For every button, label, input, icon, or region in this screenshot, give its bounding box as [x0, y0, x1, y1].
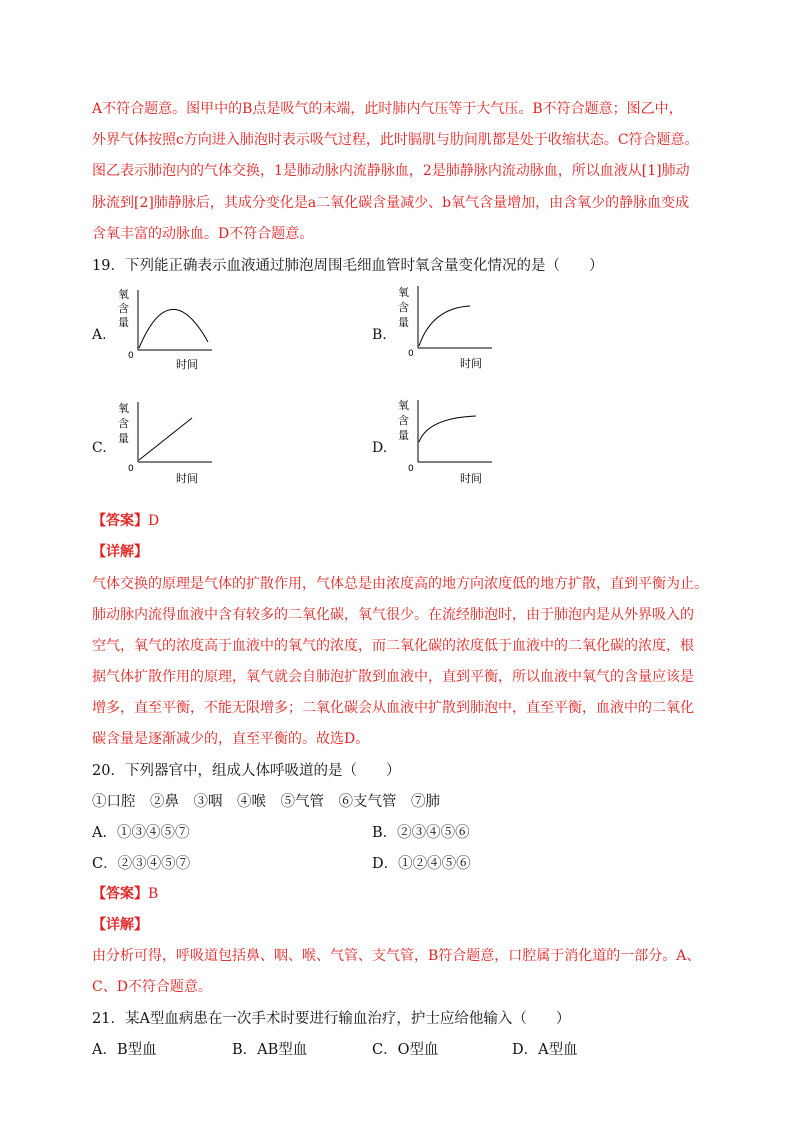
answer-tag: 【答案】	[92, 886, 148, 902]
prev-explanation-line: 外界气体按照c方向进入肺泡时表示吸气过程，此时膈肌与肋间肌都是处于收缩状态。C符合题意。	[92, 132, 699, 148]
explanation-line: 碳含量是逐渐减少的，直至平衡的。故选D。	[92, 731, 370, 747]
x-axis-label: 时间	[176, 472, 198, 485]
prev-explanation-line: 图乙表示肺泡内的气体交换，1是肺动脉内流静脉血，2是肺静脉内流动脉血，所以血液从[1]肺动	[92, 163, 690, 179]
option-a: A．①③④⑤⑦	[92, 825, 190, 841]
option-a-label: A.	[92, 327, 107, 343]
x-axis-label: 时间	[460, 357, 482, 370]
option-c-label: C.	[92, 440, 107, 456]
curve-rise-plateau	[419, 306, 470, 346]
origin-label: 0	[128, 351, 134, 361]
curve-linear	[139, 418, 192, 460]
y-axis-label-char: 含	[118, 302, 129, 315]
explanation-line: 空气，氧气的浓度高于血液中的氧气的浓度，而二氧化碳的浓度低于血液中的二氧化碳的浓度，根	[92, 638, 694, 654]
answer-19	[92, 510, 159, 530]
answer-value: B	[148, 886, 159, 902]
x-axis-label: 时间	[460, 472, 482, 485]
question-21-stem: 21．某A型血病患在一次手术时要进行输血治疗，护士应给他输入（ ）	[92, 1011, 571, 1027]
option-d: D．A型血	[512, 1042, 578, 1058]
y-axis-label-char: 含	[398, 414, 409, 427]
option-b: B．AB型血	[232, 1042, 308, 1058]
curve-offset-rise-plateau	[419, 416, 476, 442]
option-a-graph	[112, 286, 222, 372]
detail-tag-20: 【详解】	[92, 917, 148, 933]
answer-20	[92, 883, 158, 903]
y-axis-label-char: 量	[398, 429, 409, 442]
prev-explanation-line: A不符合题意。图甲中的B点是吸气的末端，此时肺内气压等于大气压。B不符合题意；图乙中，	[92, 101, 683, 117]
prev-explanation-line: 脉流到[2]肺静脉后，其成分变化是a二氧化碳含量减少、b氧气含量增加，由含氧少的静脉血变成	[92, 195, 690, 211]
curve-rise-fall	[139, 309, 208, 348]
question-20-items: ①口腔 ②鼻 ③咽 ④喉 ⑤气管 ⑥支气管 ⑦肺	[92, 794, 440, 810]
question-19-stem: 19．下列能正确表示血液通过肺泡周围毛细血管时氧含量变化情况的是（ ）	[92, 258, 604, 274]
option-c-graph	[112, 396, 222, 486]
origin-label: 0	[408, 349, 414, 359]
answer-tag: 【答案】	[92, 513, 148, 529]
y-axis-label-char: 氧	[398, 286, 409, 299]
answer-value: D	[148, 513, 160, 529]
y-axis-label-char: 氧	[398, 399, 409, 412]
detail-tag-19: 【详解】	[92, 544, 148, 560]
explanation-line: 肺动脉内流得血液中含有较多的二氧化碳，氧气很少。在流经肺泡时，由于肺泡内是从外界吸入的	[92, 607, 694, 623]
origin-label: 0	[128, 464, 134, 474]
explanation-line: 据气体扩散作用的原理，氧气就会自肺泡扩散到血液中，直到平衡，所以血液中氧气的含量应该是	[92, 669, 694, 685]
y-axis-label-char: 含	[118, 417, 129, 430]
option-c: C．O型血	[372, 1042, 439, 1058]
option-b: B．②③④⑤⑥	[372, 825, 470, 841]
option-c: C．②③④⑤⑦	[92, 856, 191, 872]
question-20-stem: 20．下列器官中，组成人体呼吸道的是（ ）	[92, 763, 401, 779]
explanation-line: 气体交换的原理是气体的扩散作用，气体总是由浓度高的地方向浓度低的地方扩散，直到平衡为止。	[92, 576, 708, 592]
option-b-graph	[392, 280, 502, 372]
y-axis-label-char: 量	[118, 316, 129, 329]
y-axis-label-char: 量	[398, 316, 409, 329]
y-axis-label-char: 量	[118, 432, 129, 445]
explanation-line: C、D不符合题意。	[92, 979, 212, 995]
prev-explanation-line: 含氧丰富的动脉血。D不符合题意。	[92, 226, 314, 242]
option-d: D．①②④⑤⑥	[372, 856, 471, 872]
option-a: A．B型血	[92, 1042, 157, 1058]
origin-label: 0	[408, 464, 414, 474]
explanation-line: 由分析可得，呼吸道包括鼻、咽、喉、气管、支气管，B符合题意，口腔属于消化道的一部分。A、	[92, 948, 701, 964]
y-axis-label-char: 氧	[118, 402, 129, 415]
y-axis-label-char: 氧	[118, 288, 129, 301]
option-d-graph	[392, 392, 502, 486]
option-d-label: D.	[372, 440, 388, 456]
x-axis-label: 时间	[176, 358, 198, 371]
y-axis-label-char: 含	[398, 301, 409, 314]
option-b-label: B.	[372, 327, 387, 343]
explanation-line: 增多，直至平衡，不能无限增多；二氧化碳会从血液中扩散到肺泡中，直至平衡，血液中的二氧化	[92, 700, 694, 716]
